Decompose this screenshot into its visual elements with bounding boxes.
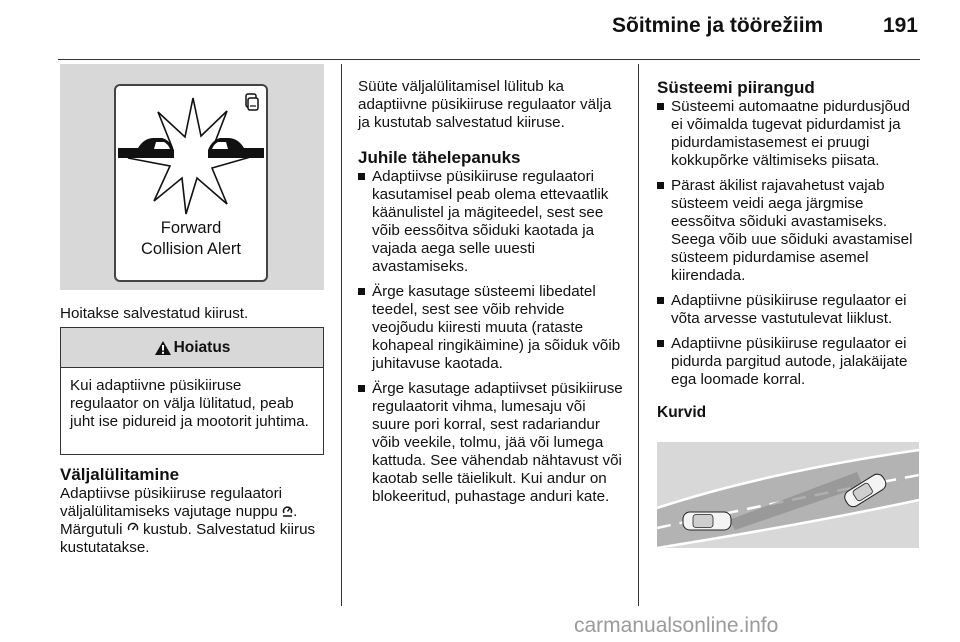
list-item-text: Ärge kasutage adaptiivset püsikiiruse regulaatorit vihma, lumesaju või suure pori korral, sest radariandur võib veekile, tolmu, jää või lumega kattuda. See vähendab nähtavust või kaotab selle täielikult. Kui andur on blokeeritud, puhastage anduri kate. [372,380,623,505]
vehicle-ahead-icon [244,92,260,112]
column-divider-2 [638,64,639,606]
fca-caption-line2: Collision Alert [141,240,241,258]
system-limits-list [657,98,923,389]
list-item-text: Ärge kasutage süsteemi libedatel teedel, sest see võib rehvide veojõudu kiiresti muuta (rataste kohapeal ringikäimine) ja sõiduk võib juhitavuse kaotada. [372,283,621,372]
section-heading-driver-notes: Juhile tähelepanuks [358,148,521,167]
section-heading-system-limits: Süsteemi piirangud [657,78,815,97]
bullet-marker [657,103,664,110]
control-indicator-icon [127,522,139,535]
header-rule [58,59,920,60]
list-item-text: Süsteemi automaatne pidurdusjõud ei võimalda tugevat pidurdamist ja pidurdamistasemest ei pruugi kokkupõrke vältimiseks piisata. [671,98,910,169]
list-item [657,335,923,389]
deactivation-text-part2: Märgutuli [60,521,123,538]
warning-body: Kui adaptiivne püsikiiruse regulaator on välja lülitatud, peab juht ise pidureid ja mootorit juhtima. [70,377,309,430]
list-item [657,177,923,285]
list-item-text: Adaptiivne püsikiiruse regulaator ei pidurda pargitud autode, jalakäijate ega loomade korral. [671,335,908,388]
list-item-text: Adaptiivse püsikiiruse regulaatori kasutamisel peab olema ettevaatlik käänulistel ja mägiteedel, sest see võib eessõitva sõiduki kaotada ja vajada aega selle uuesti avastamiseks. [372,168,609,275]
col1-caption-block [60,305,330,323]
forward-collision-alert-illustration [60,64,324,290]
subheading-curves: Kurvid [657,404,707,421]
fca-caption-line1: Forward [160,219,222,237]
list-item [358,380,626,506]
bullet-marker [358,385,365,392]
list-item-text: Adaptiivne püsikiiruse regulaator ei võta arvesse vastutulevat liiklust. [671,292,907,327]
page-header-title: Sõitmine ja töörežiim [612,14,824,37]
deactivation-text: Adaptiivse püsikiiruse regulaatori väljalülitamiseks vajutage nuppu . Märgutuli kustub. Salvestatud kiirus kustutatakse. [60,485,316,556]
list-item-text: Pärast äkilist rajavahetust vajab süsteem veidi aega järgmise eessõitva sõiduki avastamiseks. Seega võib uue sõiduki avastamisel süsteem pidurdamise asemel kiirendada. [671,177,913,284]
bullet-marker [657,340,664,347]
column-divider-1 [341,64,342,606]
cruise-control-button-icon [282,504,293,517]
list-item [657,292,923,328]
col2-content [358,78,626,513]
forward-collision-alert-caption [116,218,266,260]
deactivation-text-part1: Adaptiivse püsikiiruse regulaatori väljalülitamiseks vajutage nuppu [60,485,283,520]
bullet-marker [358,288,365,295]
driver-notes-list [358,168,626,506]
forward-collision-alert-display [114,84,268,282]
warning-triangle-icon [154,340,172,356]
illustration-caption: Hoitakse salvestatud kiirust. [60,305,249,322]
bullet-marker [657,297,664,304]
warning-title: Hoiatus [173,338,231,356]
section-heading-deactivation: Väljalülitamine [60,465,180,484]
col3-content [657,78,923,423]
col2-intro-paragraph: Süüte väljalülitamisel lülitub ka adaptiivne püsikiiruse regulaator välja ja kustutab salvestatud kiiruse. [358,78,612,131]
own-car-icon [683,512,731,530]
list-item [358,168,626,276]
deactivation-text-part3: kustub. Salvestatud kiirus kustutatakse. [60,521,316,556]
watermark: carmanualsonline.info [574,614,779,637]
bullet-marker [657,182,664,189]
col1-section [60,465,330,557]
bullet-marker [358,173,365,180]
list-item [358,283,626,373]
curved-road-graphic [657,442,919,548]
warning-box [60,327,324,455]
page-number: 191 [882,14,918,37]
curve-illustration [657,442,919,548]
list-item [657,98,923,170]
warning-header [61,328,323,368]
